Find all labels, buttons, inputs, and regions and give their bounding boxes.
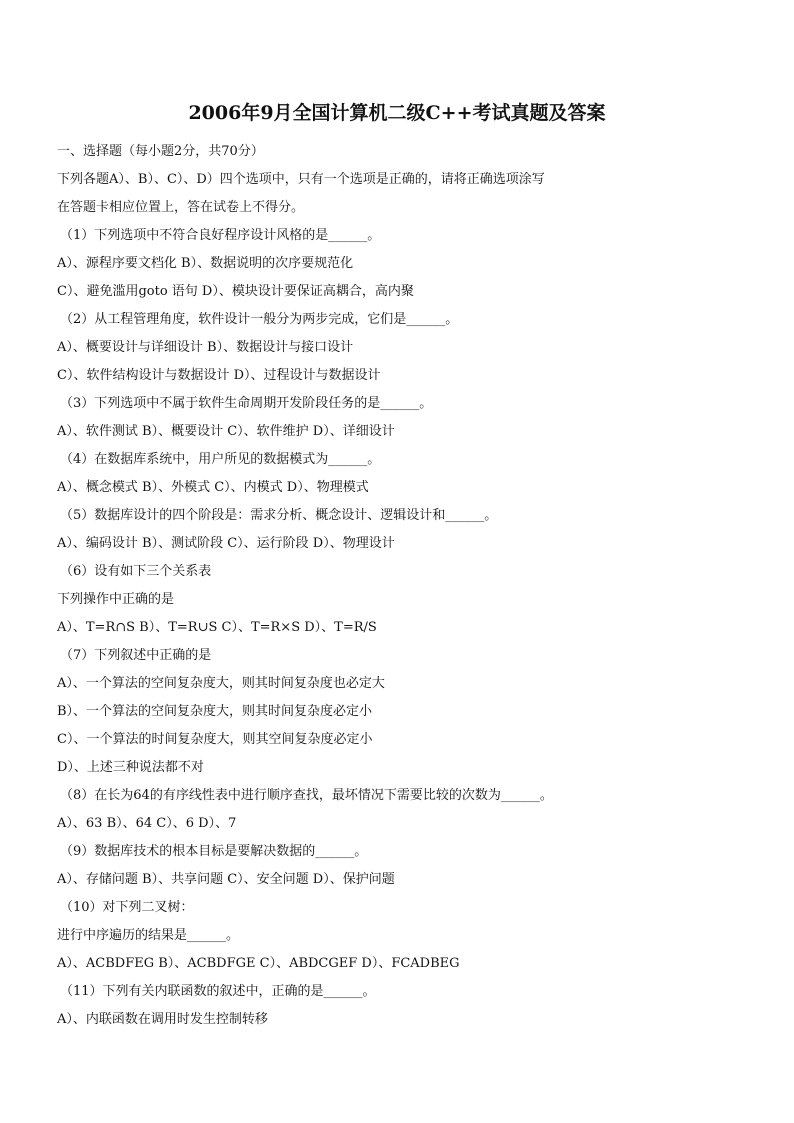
instruction-line: 在答题卡相应位置上，答在试卷上不得分。 — [57, 200, 305, 215]
section-heading: 一、选择题（每小题2分，共70分） — [57, 144, 264, 159]
question-2: （2）从工程管理角度，软件设计一般分为两步完成，它们是______。 — [60, 312, 459, 327]
question-7: （7）下列叙述中正确的是 — [60, 648, 212, 663]
question-6: （6）设有如下三个关系表 — [60, 564, 212, 579]
question-9: （9）数据库技术的根本目标是要解决数据的______。 — [60, 844, 368, 859]
options-line: A）、63 B）、64 C）、6 D）、7 — [57, 816, 237, 831]
question-1: （1）下列选项中不符合良好程序设计风格的是______。 — [60, 228, 381, 243]
options-line: D）、上述三种说法都不对 — [57, 760, 204, 775]
question-5: （5）数据库设计的四个阶段是：需求分析、概念设计、逻辑设计和______。 — [60, 508, 498, 523]
options-line: A）、T=R∩S B）、T=R∪S C）、T=R×S D）、T=R/S — [57, 620, 377, 635]
options-line: C）、软件结构设计与数据设计 D）、过程设计与数据设计 — [57, 368, 381, 383]
options-line: A）、概念模式 B）、外模式 C）、内模式 D）、物理模式 — [57, 480, 369, 495]
options-line: A）、内联函数在调用时发生控制转移 — [57, 1012, 268, 1027]
options-line: C）、避免滥用goto 语句 D）、模块设计要保证高耦合，高内聚 — [57, 284, 414, 299]
question-8: （8）在长为64的有序线性表中进行顺序查找，最坏情况下需要比较的次数为______。 — [60, 788, 553, 803]
question-4: （4）在数据库系统中，用户所见的数据模式为______。 — [60, 452, 381, 467]
question-text: 下列操作中正确的是 — [57, 592, 175, 607]
options-line: A）、存储问题 B）、共享问题 C）、安全问题 D）、保护问题 — [57, 872, 395, 887]
question-3: （3）下列选项中不属于软件生命周期开发阶段任务的是______。 — [60, 396, 433, 411]
options-line: A）、编码设计 B）、测试阶段 C）、运行阶段 D）、物理设计 — [57, 536, 395, 551]
document-body — [57, 138, 757, 1034]
options-line: A）、源程序要文档化 B）、数据说明的次序要规范化 — [57, 256, 354, 271]
question-11: （11）下列有关内联函数的叙述中，正确的是______。 — [60, 984, 376, 999]
question-text: 进行中序遍历的结果是______。 — [57, 928, 240, 943]
options-line: A）、ACBDFEG B）、ACBDFGE C）、ABDCGEF D）、FCADBEG — [57, 956, 460, 971]
question-10: （10）对下列二叉树： — [60, 900, 194, 915]
options-line: A）、概要设计与详细设计 B）、数据设计与接口设计 — [57, 340, 354, 355]
options-line: A）、一个算法的空间复杂度大，则其时间复杂度也必定大 — [57, 676, 385, 691]
options-line: B）、一个算法的空间复杂度大，则其时间复杂度必定小 — [57, 704, 373, 719]
options-line: C）、一个算法的时间复杂度大，则其空间复杂度必定小 — [57, 732, 373, 747]
instruction-line: 下列各题A）、B）、C）、D）四个选项中，只有一个选项是正确的，请将正确选项涂写 — [57, 172, 545, 187]
page-title: 2006年9月全国计算机二级C++考试真题及答案 — [188, 102, 606, 124]
options-line: A）、软件测试 B）、概要设计 C）、软件维护 D）、详细设计 — [57, 424, 395, 439]
